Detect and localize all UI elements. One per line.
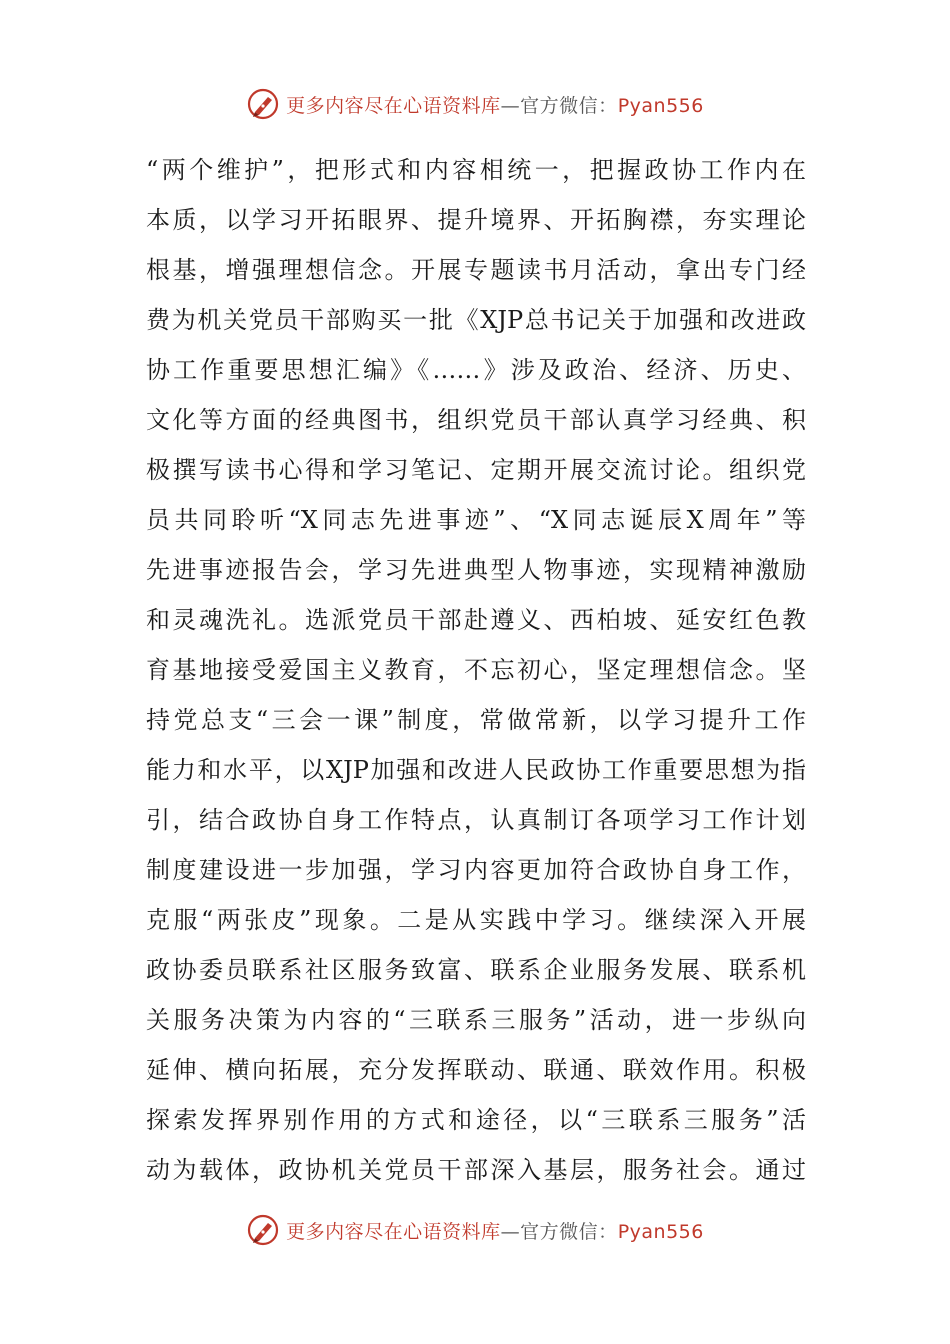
footer-wechat-label: 官方微信： [520,1220,618,1243]
paragraph-line-text: 和灵魂洗礼。选派党员干部赴遵义、西柏坡、延安红色教 [146,606,806,634]
paragraph-line-text: 极撰写读书心得和学习笔记、定期开展交流讨论。组织党 [146,456,806,484]
paragraph-line-text: 本质，以学习开拓眼界、提升境界、开拓胸襟，夯实理论 [146,206,806,234]
paragraph-line [146,745,806,795]
header-banner-text [286,91,704,118]
paragraph-line [146,395,806,445]
paragraph-line-text: 先进事迹报告会，学习先进典型人物事迹，实现精神激励 [146,556,806,584]
paragraph-line-text: 制度建设进一步加强，学习内容更加符合政协自身工作， [146,856,806,884]
paragraph-line [146,595,806,645]
paragraph-line-text: 能力和水平，以XJP加强和改进人民政协工作重要思想为指 [146,756,806,784]
paragraph-line-text: 育基地接受爱国主义教育，不忘初心，坚定理想信念。坚 [146,656,806,684]
paragraph-line [146,1045,806,1095]
paragraph-line-text: 文化等方面的经典图书，组织党员干部认真学习经典、积 [146,406,806,434]
paragraph-line-text: 政协委员联系社区服务致富、联系企业服务发展、联系机 [146,956,806,984]
paragraph-line [146,495,806,545]
footer-banner-text [286,1217,704,1244]
footer-brand-text: 更多内容尽在心语资料库 [286,1220,501,1243]
header-dash: — [500,94,521,117]
paragraph-line [146,845,806,895]
paragraph-line-text: 探索发挥界别作用的方式和途径，以“三联系三服务”活 [146,1106,806,1134]
paragraph-line-text: 费为机关党员干部购买一批《XJP总书记关于加强和改进政 [146,306,806,334]
paragraph-line [146,945,806,995]
paragraph-line-text: 引，结合政协自身工作特点，认真制订各项学习工作计划 [146,806,806,834]
document-body [146,145,806,1195]
paragraph-line [146,795,806,845]
paragraph-line [146,145,806,195]
paragraph-line-text: 克服“两张皮”现象。二是从实践中学习。继续深入开展 [146,906,806,934]
header-banner-inner [246,87,704,121]
paragraph-line [146,445,806,495]
paragraph-line [146,1095,806,1145]
paragraph-line [146,195,806,245]
footer-dash: — [500,1220,521,1243]
footer-banner [0,1210,950,1250]
paragraph-line [146,1145,806,1195]
paragraph-line [146,245,806,295]
paragraph-line-text: 根基，增强理想信念。开展专题读书月活动，拿出专门经 [146,256,806,284]
paragraph-line-text: 延伸、横向拓展，充分发挥联动、联通、联效作用。积极 [146,1056,806,1084]
footer-banner-inner [246,1213,704,1247]
paragraph-line-text: 动为载体，政协机关党员干部深入基层，服务社会。通过 [146,1156,806,1184]
paragraph-line [146,695,806,745]
paragraph-line [146,645,806,695]
header-banner [0,84,950,124]
paragraph-line-text: 关服务决策为内容的“三联系三服务”活动，进一步纵向 [146,1006,806,1034]
paragraph-line-text: 员共同聆听“X同志先进事迹”、“X同志诞辰X周年”等 [146,506,806,534]
paragraph-line [146,345,806,395]
paragraph-line-text: 持党总支“三会一课”制度，常做常新，以学习提升工作 [146,706,806,734]
paragraph-line [146,545,806,595]
header-wechat-id: Pyan556 [617,94,704,117]
paragraph-line-text: “两个维护”，把形式和内容相统一，把握政协工作内在 [146,156,806,184]
footer-wechat-id: Pyan556 [617,1220,704,1243]
paragraph-line [146,895,806,945]
paragraph-line-text: 协工作重要思想汇编》《……》涉及政治、经济、历史、 [146,356,806,384]
pen-nib-circle-logo-icon [246,87,280,121]
paragraph-line [146,295,806,345]
pen-nib-circle-logo-icon [246,1213,280,1247]
paragraph-line [146,995,806,1045]
header-wechat-label: 官方微信： [520,94,618,117]
header-brand-text: 更多内容尽在心语资料库 [286,94,501,117]
